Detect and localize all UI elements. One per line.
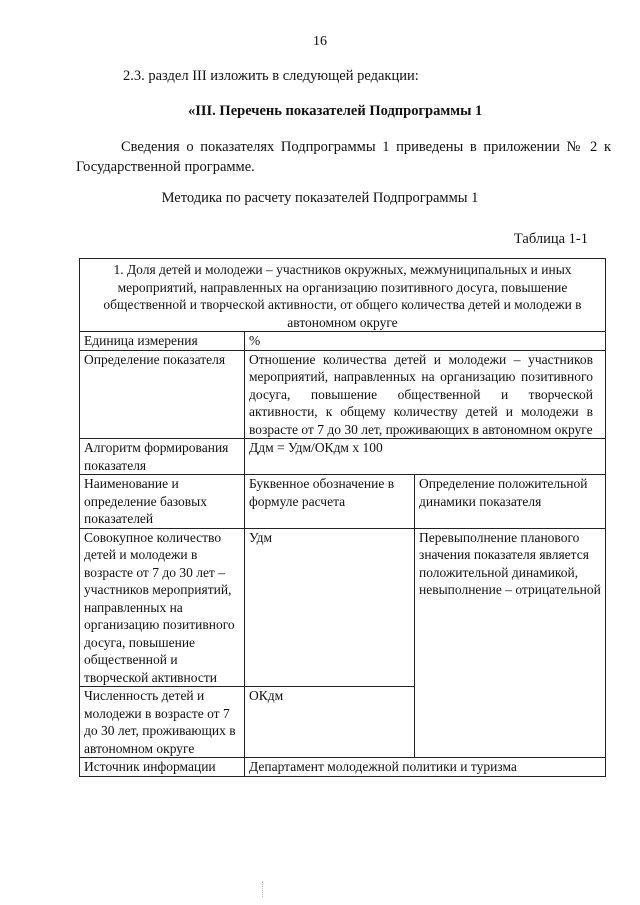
- intro-line: 2.3. раздел III изложить в следующей редакции:: [123, 68, 419, 84]
- table-row-unit: [80, 332, 606, 351]
- definition-value: Отношение количества детей и молодежи – участников мероприятий, направленных на организацию позитивного досуга, повышение общественной и творческой активности, к общему количеству детей и молодежи в возрасте от 7 до 30 лет, проживающих в автономном округе: [245, 350, 606, 439]
- unit-label: Единица измерения: [80, 332, 245, 351]
- positive-dynamics-definition: Перевыполнение планового значения показателя является положительной динамикой, невыполнение – отрицательной: [415, 528, 606, 758]
- page-number: 16: [313, 34, 327, 49]
- source-value: Департамент молодежной политики и туризма: [245, 758, 606, 777]
- header-letter-symbol: Буквенное обозначение в формуле расчета: [245, 475, 415, 529]
- definition-label: Определение показателя: [80, 350, 245, 439]
- table-row-definition: [80, 350, 606, 439]
- base-indicator-name: Совокупное количество детей и молодежи в возрасте от 7 до 30 лет – участников мероприятий, направленных на организацию позитивного досуга, повышение общественной и творческой активности: [80, 528, 245, 687]
- section-heading: «III. Перечень показателей Подпрограммы 1: [188, 103, 483, 119]
- table-row-source: [80, 758, 606, 777]
- table-label: Таблица 1-1: [513, 231, 588, 247]
- base-indicator-name: Численность детей и молодежи в возрасте от 7 до 30 лет, проживающих в автономном округе: [80, 687, 245, 758]
- description-paragraph: Сведения о показателях Подпрограммы 1 приведены в приложении № 2 к Государственной программе.: [76, 139, 611, 175]
- algorithm-formula: Ддм = Удм/ОКдм х 100: [245, 439, 606, 475]
- header-base-indicators: Наименование и определение базовых показателей: [80, 475, 245, 529]
- scan-mark: [262, 881, 267, 897]
- table-title-row: [80, 259, 606, 332]
- table-row-algorithm: [80, 439, 606, 475]
- indicator-title: 1. Доля детей и молодежи – участников окружных, межмуниципальных и иных мероприятий, направленных на организацию позитивного досуга, повышение общественной и творческой активности, от общего количества детей и молодежи в автономном округе: [80, 259, 606, 332]
- unit-value: %: [245, 332, 606, 351]
- indicator-table: [79, 258, 606, 777]
- method-title: Методика по расчету показателей Подпрограммы 1: [161, 190, 479, 206]
- table-header-row: [80, 475, 606, 529]
- base-indicator-symbol: ОКдм: [245, 687, 415, 758]
- table-row: [80, 528, 606, 687]
- base-indicator-symbol: Удм: [245, 528, 415, 687]
- source-label: Источник информации: [80, 758, 245, 777]
- header-positive-dynamics: Определение положительной динамики показателя: [415, 475, 606, 529]
- algorithm-label: Алгоритм формирования показателя: [80, 439, 245, 475]
